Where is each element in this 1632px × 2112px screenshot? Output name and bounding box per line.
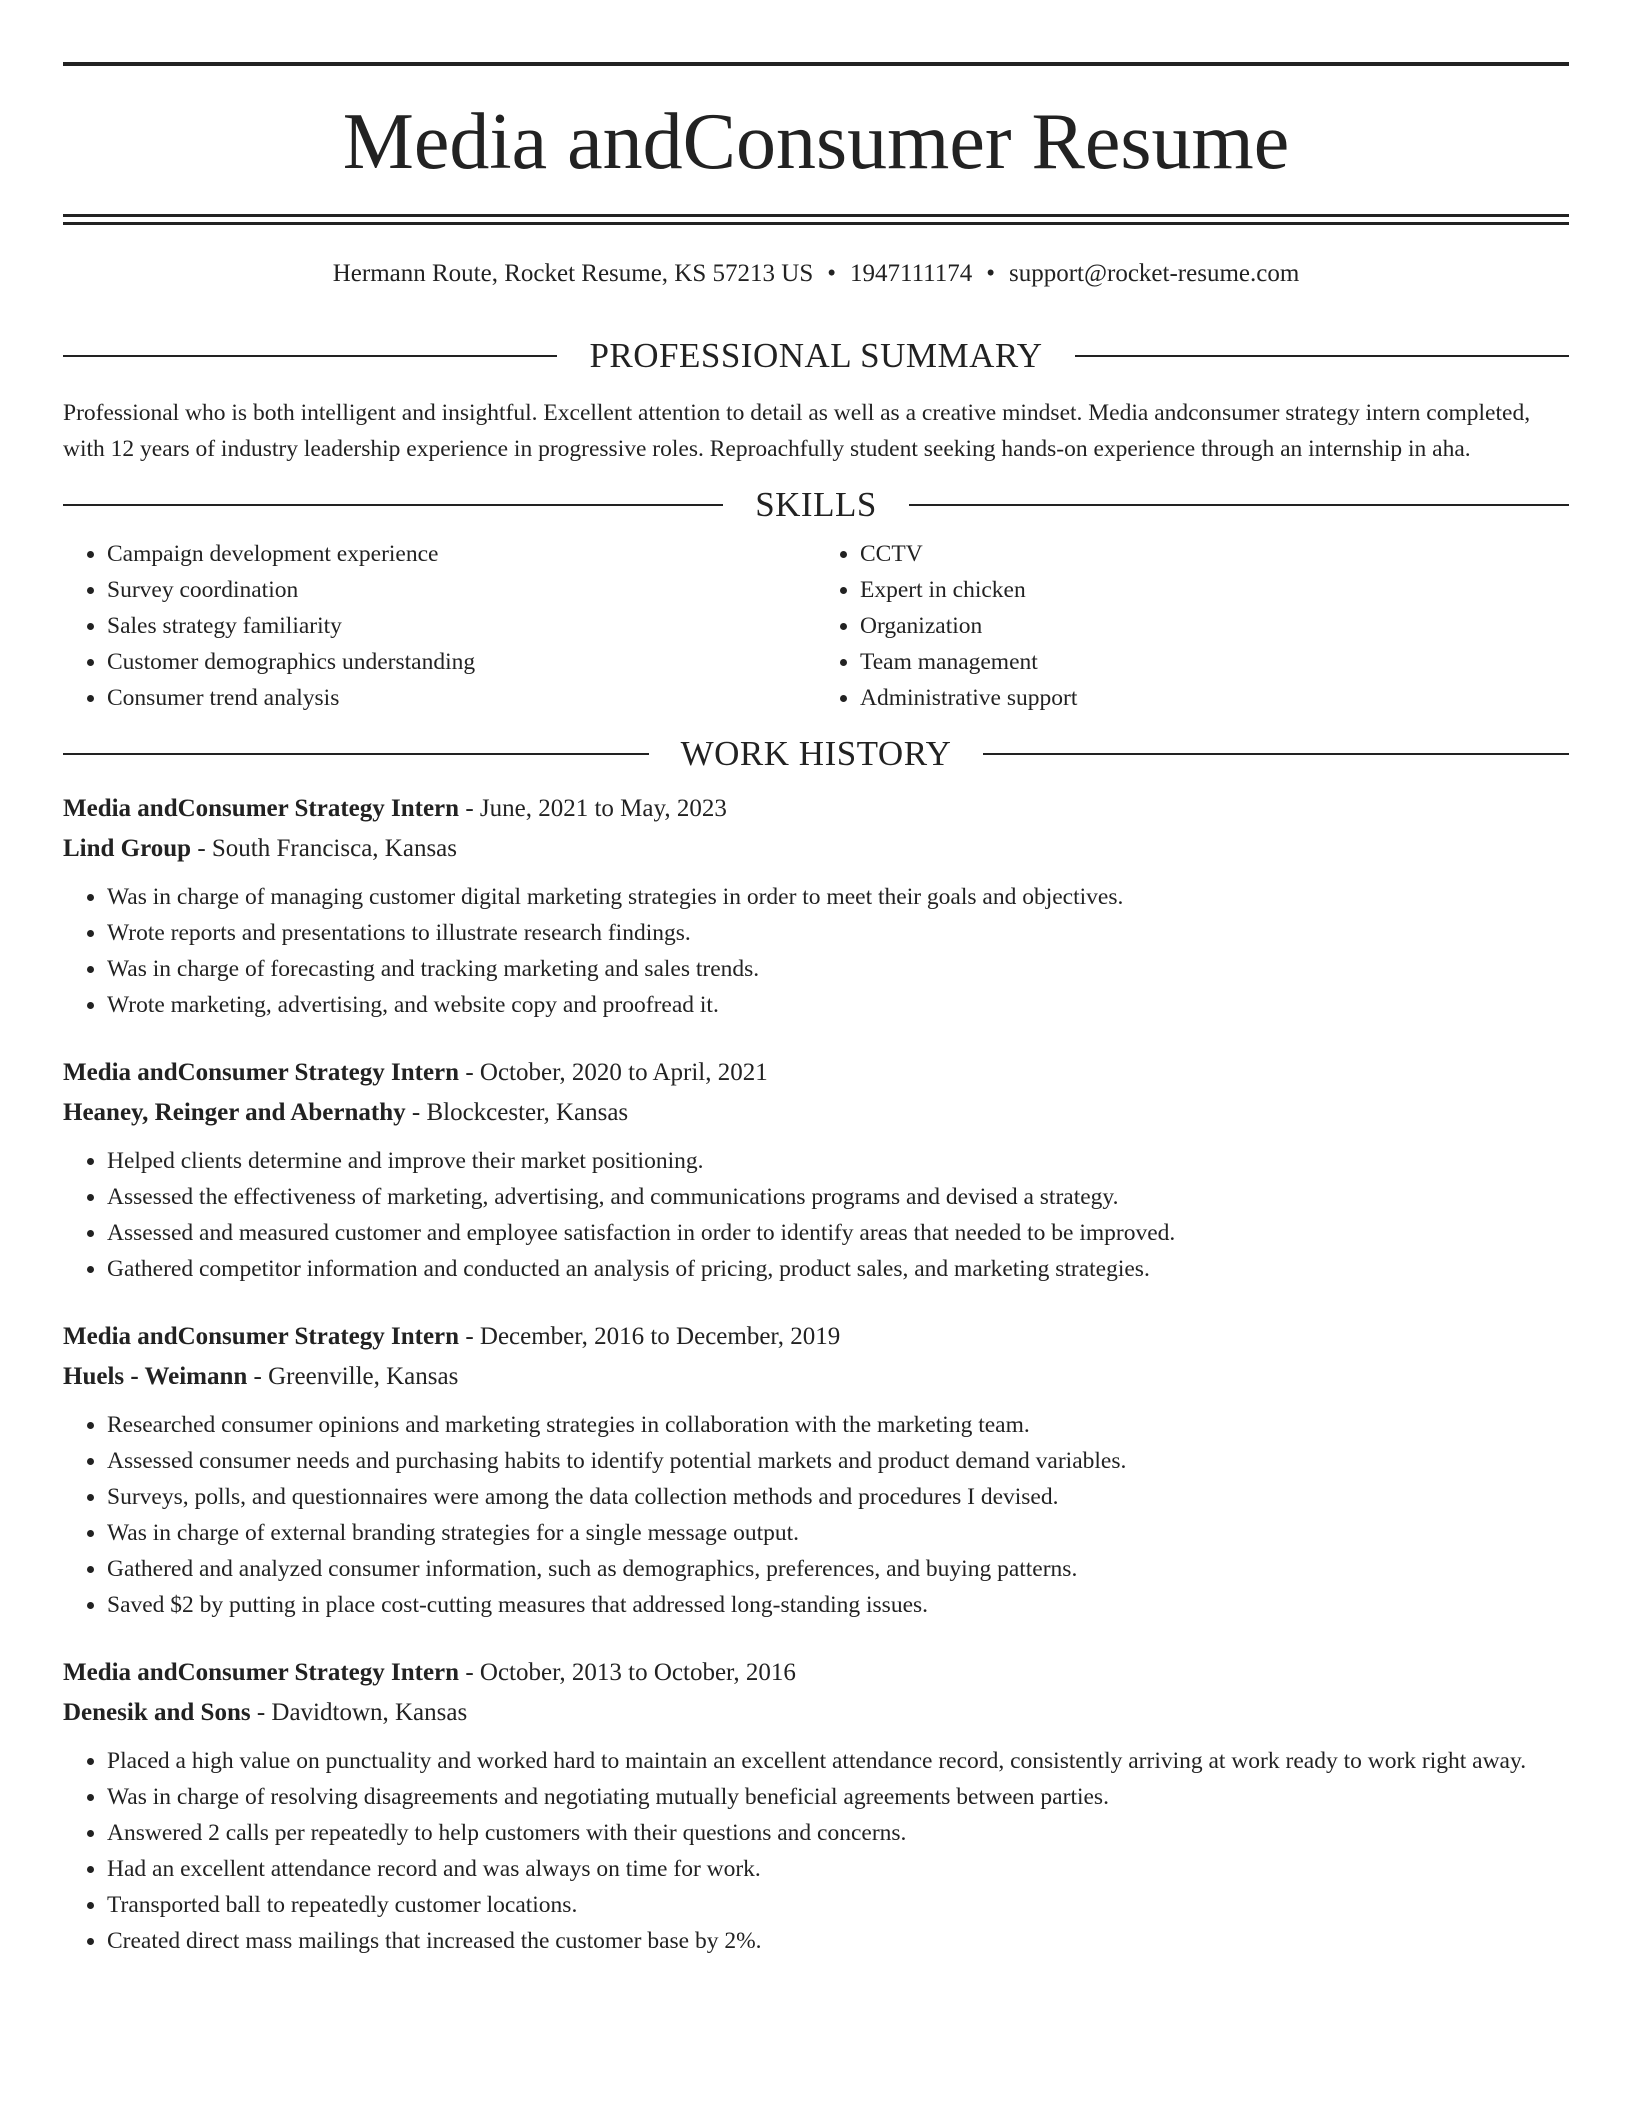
section-rule [909,504,1569,506]
section-heading-summary [63,338,1569,373]
job-title-line [63,1653,1569,1693]
section-rule [63,355,557,357]
job-bullets [63,1407,1569,1623]
job-title: Media andConsumer Strategy Intern [63,1323,460,1350]
top-rule [63,62,1569,66]
job-dates: - June, 2021 to May, 2023 [459,795,727,822]
section-heading-work [63,736,1569,771]
contact-separator: • [986,260,995,287]
job-bullet: • Gathered competitor information and conducted an analysis of pricing, product sales, and marketing strategies. [107,1251,1569,1287]
skill-item: • Sales strategy familiarity [107,608,816,644]
section-heading-skills [63,487,1569,522]
job-bullets [63,1743,1569,1959]
skills-list [63,536,1569,716]
job-bullet: • Helped clients determine and improve their market positioning. [107,1143,1569,1179]
job-bullet: • Assessed the effectiveness of marketing, advertising, and communications programs and devised a strategy. [107,1179,1569,1215]
job-location: - Davidtown, Kansas [250,1699,468,1726]
job-title-line [63,789,1569,829]
job-company: Huels - Weimann [63,1363,248,1390]
job-bullet: • Researched consumer opinions and marketing strategies in collaboration with the marketing team. [107,1407,1569,1443]
job-bullet: • Wrote reports and presentations to illustrate research findings. [107,915,1569,951]
job-title-line [63,1053,1569,1093]
skill-item: • Campaign development experience [107,536,816,572]
contact-email: support@rocket-resume.com [1008,260,1300,287]
job-dates: - December, 2016 to December, 2019 [459,1323,841,1350]
job-bullets [63,879,1569,1023]
job-entry [63,1053,1569,1287]
job-title: Media andConsumer Strategy Intern [63,1659,460,1686]
job-company: Heaney, Reinger and Abernathy [63,1099,406,1126]
section-rule [983,753,1569,755]
section-title: WORK HISTORY [680,734,952,773]
job-dates: - October, 2013 to October, 2016 [459,1659,796,1686]
contact-phone: 1947111174 [850,260,973,287]
section-rule [63,753,649,755]
job-bullet: • Wrote marketing, advertising, and website copy and proofread it. [107,987,1569,1023]
skills-column-right [816,536,1569,716]
skills-column-left [63,536,816,716]
job-location: - Blockcester, Kansas [405,1099,629,1126]
skill-item: • Organization [860,608,1569,644]
job-bullet: • Was in charge of forecasting and tracking marketing and sales trends. [107,951,1569,987]
skill-item: • Consumer trend analysis [107,680,816,716]
job-entry [63,789,1569,1023]
job-bullet: • Placed a high value on punctuality and worked hard to maintain an excellent attendance record, consistently arriving at work ready to work right away. [107,1743,1569,1779]
job-bullet: • Answered 2 calls per repeatedly to help customers with their questions and concerns. [107,1815,1569,1851]
job-bullet: • Surveys, polls, and questionnaires were among the data collection methods and procedures I devised. [107,1479,1569,1515]
job-dates: - October, 2020 to April, 2021 [459,1059,768,1086]
job-company-line [63,1693,1569,1733]
job-company: Lind Group [63,835,192,862]
skill-item: • Survey coordination [107,572,816,608]
section-rule [1075,355,1569,357]
section-title: SKILLS [755,485,877,524]
job-company-line [63,829,1569,869]
job-bullet: • Assessed and measured customer and employee satisfaction in order to identify areas that needed to be improved. [107,1215,1569,1251]
job-company-line [63,1093,1569,1133]
job-location: - South Francisca, Kansas [191,835,457,862]
job-bullet: • Gathered and analyzed consumer information, such as demographics, preferences, and buying patterns. [107,1551,1569,1587]
job-bullet: • Saved $2 by putting in place cost-cutting measures that addressed long-standing issues. [107,1587,1569,1623]
job-company-line [63,1357,1569,1397]
skill-item: • Expert in chicken [860,572,1569,608]
section-title: PROFESSIONAL SUMMARY [589,336,1043,375]
job-title: Media andConsumer Strategy Intern [63,1059,460,1086]
skill-item: • Team management [860,644,1569,680]
job-bullet: • Created direct mass mailings that increased the customer base by 2%. [107,1923,1569,1959]
job-location: - Greenville, Kansas [247,1363,459,1390]
job-entry [63,1317,1569,1623]
summary-text: Professional who is both intelligent and insightful. Excellent attention to detail as well as a creative mindset. Media andconsumer strategy intern completed, with 12 years of industry leadership experience in progressive roles. Reproachfully student seeking hands-on experience through an internship in aha. [63,400,1531,462]
job-bullets [63,1143,1569,1287]
job-title-line [63,1317,1569,1357]
job-company: Denesik and Sons [63,1699,251,1726]
contact-address: Hermann Route, Rocket Resume, KS 57213 US [332,260,814,287]
job-bullet: • Was in charge of managing customer digital marketing strategies in order to meet their goals and objectives. [107,879,1569,915]
skill-item: • CCTV [860,536,1569,572]
job-entry [63,1653,1569,1959]
job-bullet: • Had an excellent attendance record and was always on time for work. [107,1851,1569,1887]
job-bullet: • Was in charge of resolving disagreements and negotiating mutually beneficial agreements between parties. [107,1779,1569,1815]
section-rule [63,504,723,506]
job-bullet: • Assessed consumer needs and purchasing habits to identify potential markets and product demand variables. [107,1443,1569,1479]
skill-item: • Administrative support [860,680,1569,716]
skill-item: • Customer demographics understanding [107,644,816,680]
job-bullet: • Was in charge of external branding strategies for a single message output. [107,1515,1569,1551]
work-history-list [63,789,1569,1959]
contact-line [63,261,1569,286]
job-title: Media andConsumer Strategy Intern [63,795,460,822]
resume-title: Media andConsumer Resume [342,98,1290,186]
title-double-rule [63,214,1569,225]
job-bullet: • Transported ball to repeatedly customer locations. [107,1887,1569,1923]
contact-separator: • [827,260,836,287]
